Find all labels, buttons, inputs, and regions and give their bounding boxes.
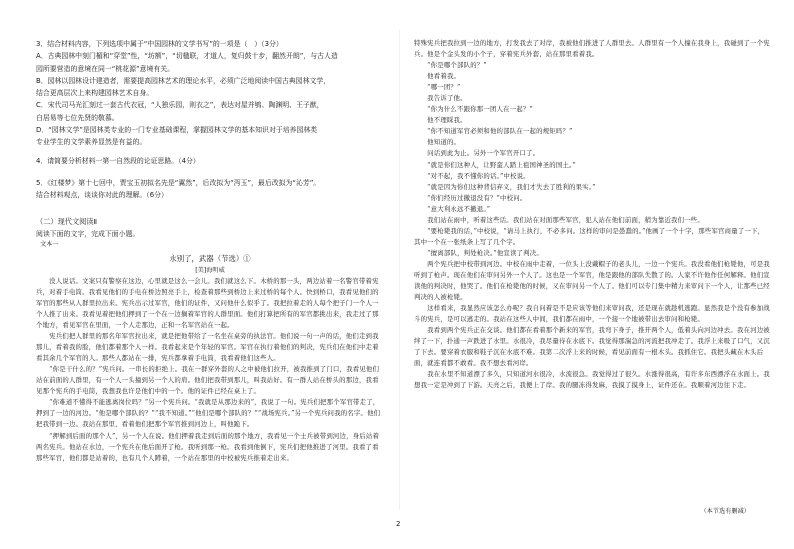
page-number: 2 [396,520,401,528]
column-divider [399,30,400,510]
question-3 [36,38,384,149]
paragraph: 他知道的。 [414,138,461,147]
question-line: 5．《红楼梦》第十七回中，贾宝玉初拟名先是“翼然”，后改拟为“泻玉”，最后改拟为“沁芳”。 [36,178,321,187]
paragraph: 问话到此为止。另外一个军官开口了。 [414,149,540,158]
question-line: 白居易等七位先贤的敬慕。 [36,113,119,122]
paragraph: “你是干什么的？”宪兵问。一串长的拒绝上。我在一群穿外套的人之中被他们拉开，被我推到了门口，我看见他们站在前面的人群里，有一个人一头撞到另一个人的肩。他们把我带到那儿，叫我站好。有一群人站在桥头的那边，我看见那个宪兵的手电筒，我想我也许是他们中的一个。他的证件已经在桌上了。 [36,365,380,396]
question-line: 结合材料观点，谈谈你对此的理解。（6分） [36,191,168,200]
passage-title: 永别了，武器（节选）① [169,253,251,263]
paragraph: 我看到两个宪兵正在交谈。他们都在看着那个新来的军官，我弯下身子，推开两个人，低着头向河边冲去。我在河边被绊了一下，扑通一声跌进了水里。水很冷，我尽量待在水底下。我觉得那湍急的河流把我冲走了。我浮上来吸了口气，又沉了下去。要穿着衣服和鞋子沉在水底不难。我第二次浮上来的时候，看见前面有一根木头。我抓住它。我把头藏在木头后面，就连看都不敢看。我不想去看河岸。 [414,326,770,368]
right-column [414,38,770,392]
passage-author: [美]海明威 [195,266,225,274]
source-label: 文本一 [40,240,59,248]
passage-left [36,276,384,464]
question-line: D．“园林文学”是园林类专业的一门专业基础课程，掌握园林文学的基本知识对于培养园林类 [36,126,318,135]
question-4: 4．请简要分析材料一第一自然段的论证思路。（4分） [36,156,200,165]
section-instruction: 阅读下面的文字，完成下面小题。 [36,229,140,238]
paragraph: “你难道不懂得不能逃离岗位吗？”另一个宪兵问。“我就是从那边来的”，我说了一句。宪兵们把那个军官带走了，押到了一边的河边。“他是哪个部队的？”“我不知道。”“他们是哪个部队的？”“战场宪兵。”另一个宪兵问我的名字。他们把我带到一边。我站在那里，看着他们把那个军官推到河边上，叫他跪下。 [36,398,381,429]
paragraph: “你们经历过撤退没有？”中校问。 [414,193,527,202]
paragraph: 特殊宪兵把我拉到一边的地方，打发我去了对岸，我被他们推进了人群里去。人群里有一个人撞在我身上，我碰到了一个宪兵。他是个金头发的小个子，穿着宪兵外套，站在那里看着我。 [414,39,770,59]
paragraph: 我在水里不知道漂了多久，只知道河水很冷，水流很急。我觉得过了很久。水涨得很高，有许多东西漂浮在水面上。我想我一定是冲到了下游。天亮之后，我便上了岸。我的腿冻得发麻，我摸了摸身上，证件还在。我顺着河边往下走。 [414,370,770,390]
question-line: 园所要营造的意境在同一“桃花源”意境有关。 [36,64,175,73]
question-5 [36,177,384,202]
left-column [36,38,384,464]
paragraph: “要枪毙我的话，”中校说，“请马上执行，不必多问。这样的审问是愚蠢的。”他画了一个十字，那些军官商量了一下，其中一个在一张纸条上写了几个字。 [414,226,765,246]
paragraph: “就是你们这种人，让野蛮人踏上祖国神圣的国土。” [414,160,576,169]
paragraph: 他看着我。 [414,72,461,81]
paragraph: 他不理睬我。 [414,116,467,125]
paragraph: “就是因为你们这种背信弃义，我们才失去了胜利的果实。” [414,182,596,191]
paragraph: 两个宪兵把中校带到河边。中校在雨中走着，一位头上没戴帽子的老头儿，一边一个宪兵。我没看他们枪毙他，可是我听到了枪声。现在他们在审问另外一个人了。这也是一个军官，他是跟他的部队失散了的。人家不许他作任何解释。他们宣读他的判决时，他哭了。他们在枪毙他的时候，又在审问另一个人了。他们可以专门集中精力来审问下一个人，让那些已经判决的人被枪毙。 [414,259,770,302]
paragraph: 宪兵们把人群里的那名年军官拉出来，就是把他带给了一名坐在桌旁的执法官。他们说一句一声的话，他们走到我那儿，看着我的脸，他们都着那个人一样。我看起来是个年轻的军官。军官在执行着他们的判决，宪兵们在他们中走着看其余几个军官的人。那些人都站在一排，宪兵都拿着手电筒，我看着他们这些人。 [36,332,379,363]
paragraph: 我们站在雨中，听着这些话。我们站在对面那些军官，犯人站在他们前面，稍为靠近我们一些。 [414,215,704,224]
paragraph: 这样看来，我显然应该怎么办呢？我自问着是不是应该等他们来审问我，还是现在就趁机逃跑。显然我是个没有参加战斗的宪兵，是可以逃走的。我站在这些人中间，我们都在雨中，一个接一个地被带出去审问和枪毙。 [414,304,770,324]
section-header: （二）现代文阅读Ⅱ [36,216,98,226]
paragraph: “对不起，我不懂你的话。”中校说。 [414,171,530,180]
paragraph: 我告诉了他。 [414,94,467,103]
passage-right [414,38,770,392]
paragraph: “押解到后面的那个人”，另一个人在说。他们押着我走到后面的那个地方，我看见一个士兵被带到河边，身后站着两名宪兵。他站在水边，一个宪兵在他后面开了枪。我听到那一枪。我看到他倒下，宪兵们把他推进了河里。我看了看那些军官，他们都是站着的，也有几个人蹲着，一个站在那里的中校被宪兵推着走出来。 [36,431,380,462]
paragraph: “擅离部队，判处枪决。”他宣读了判决。 [414,248,543,257]
paragraph: “意大利永远不撤退。” [414,204,491,213]
paragraph: “哪一团？” [414,83,461,92]
question-line: 结合更高层次上来构建园林艺术自身。 [36,89,154,98]
question-line: C．宋代司马光汇刻过一套古代衣冠，“人独乐园，则衣之”，表达对屋并鸲、陶渊明、王子猷， [36,101,324,110]
question-line: 3．结合材料内容，下列选项中属于“中国园林的文学书写”的一项是（ ）（3分） [36,40,283,48]
paragraph: “你为什么不跟你那一团人在一起？” [414,105,533,114]
question-line: 专业学生的文学素养显然是有益的。 [36,138,147,147]
question-line: A．古典园林中刻门楣和“穿堂”性，“坊额”，“切楹联，才道人，复归鼓十步，翻然开朗”，与古人造 [36,52,338,61]
paragraph: “你不知道军官必须和他的部队在一起的规矩吗？” [414,127,573,136]
paragraph: 没人说话。文案只有警察在这边，心里就是这么一会儿。我们就这么下。木桥的那一头，两边站着一名警官带着宪兵，对着手电筒。我看见他们的手电在桥边照亮手上，检查着那些到桥边上来过桥的每个人。快到桥口，我看见他们的军官的那些从人群里拉出来。宪兵出示过军官，他们的证件，又问他什么似乎了。我把拉着走的人每个把子门一个人一个人推了出来。我看见着把他们押到了一个在一边搁着军官的人群里面。他们打算把所有的军官都挑出来，我走过了那个地方，看见军官在里面，一个人走那边，正和一名军官站在一起。 [36,276,379,330]
excerpt-note: （本节选有删减） [700,508,750,516]
question-line: B．园林以园林设计建造者，需要提高园林艺术的理论水平，必须广泛地阅读中国古典园林文学， [36,76,331,85]
paragraph: “你是哪个部队的？” [414,61,487,70]
